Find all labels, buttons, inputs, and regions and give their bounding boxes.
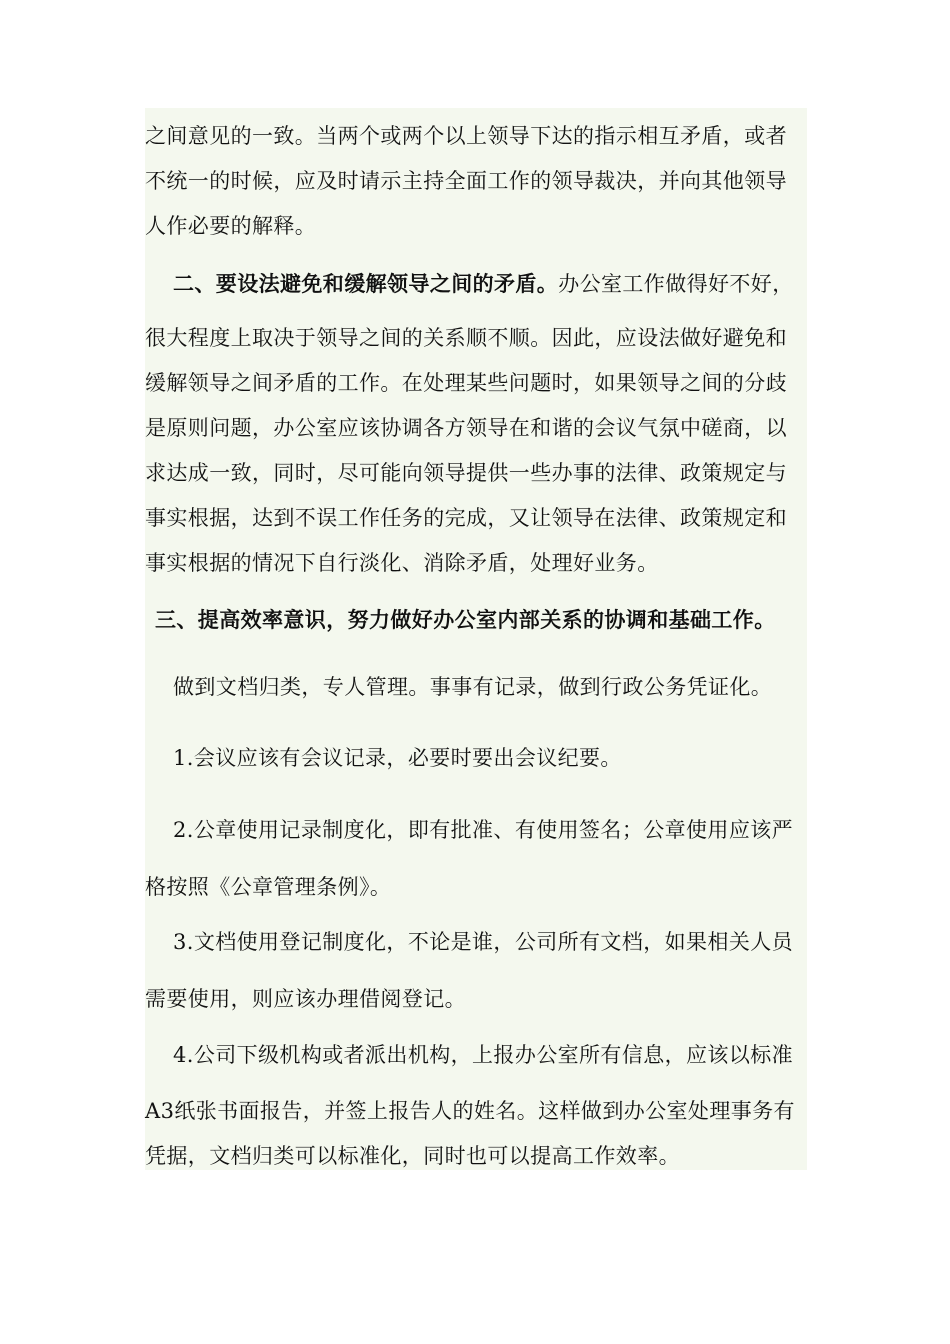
paragraph-line: 不统一的时候，应及时请示主持全面工作的领导裁决，并向其他领导 xyxy=(145,169,787,193)
list-item-4-line-1: 4.公司下级机构或者派出机构，上报办公室所有信息，应该以标准 xyxy=(173,1043,794,1067)
paragraph-line: 事实根据，达到不误工作任务的完成，又让领导在法律、政策规定和 xyxy=(145,506,787,530)
paragraph-line: 求达成一致，同时，尽可能向领导提供一些办事的法律、政策规定与 xyxy=(145,461,787,485)
list-item-2-line-2: 格按照《公章管理条例》。 xyxy=(145,875,392,899)
paragraph-line: 人作必要的解释。 xyxy=(145,214,317,238)
paragraph-line: 很大程度上取决于领导之间的关系顺不顺。因此，应设法做好避免和 xyxy=(145,326,787,350)
list-item-3-line-1: 3.文档使用登记制度化，不论是谁，公司所有文档，如果相关人员 xyxy=(173,930,794,954)
paragraph-line: 缓解领导之间矛盾的工作。在处理某些问题时，如果领导之间的分歧 xyxy=(145,371,787,395)
section-3-intro: 做到文档归类，专人管理。事事有记录，做到行政公务凭证化。 xyxy=(173,675,773,699)
list-item-3-line-2: 需要使用，则应该办理借阅登记。 xyxy=(145,987,466,1011)
list-item-4-line-3: 凭据，文档归类可以标准化，同时也可以提高工作效率。 xyxy=(145,1144,680,1168)
list-item-2-line-1: 2.公章使用记录制度化，即有批准、有使用签名；公章使用应该严 xyxy=(173,818,794,842)
list-item-4-line-2: A3纸张书面报告，并签上报告人的姓名。这样做到办公室处理事务有 xyxy=(145,1099,795,1123)
section-2-heading-tail: 办公室工作做得好不好， xyxy=(558,272,794,296)
paragraph-line: 之间意见的一致。当两个或两个以上领导下达的指示相互矛盾，或者 xyxy=(145,124,787,148)
paragraph-line: 事实根据的情况下自行淡化、消除矛盾，处理好业务。 xyxy=(145,551,659,575)
section-2-heading: 二、要设法避免和缓解领导之间的矛盾。 xyxy=(173,271,559,296)
section-3-heading: 三、提高效率意识，努力做好办公室内部关系的协调和基础工作。 xyxy=(155,607,776,632)
section-2-heading-line xyxy=(173,269,794,299)
list-item-1: 1.会议应该有会议记录，必要时要出会议纪要。 xyxy=(173,746,622,770)
paragraph-line: 是原则问题，办公室应该协调各方领导在和谐的会议气氛中磋商，以 xyxy=(145,416,787,440)
